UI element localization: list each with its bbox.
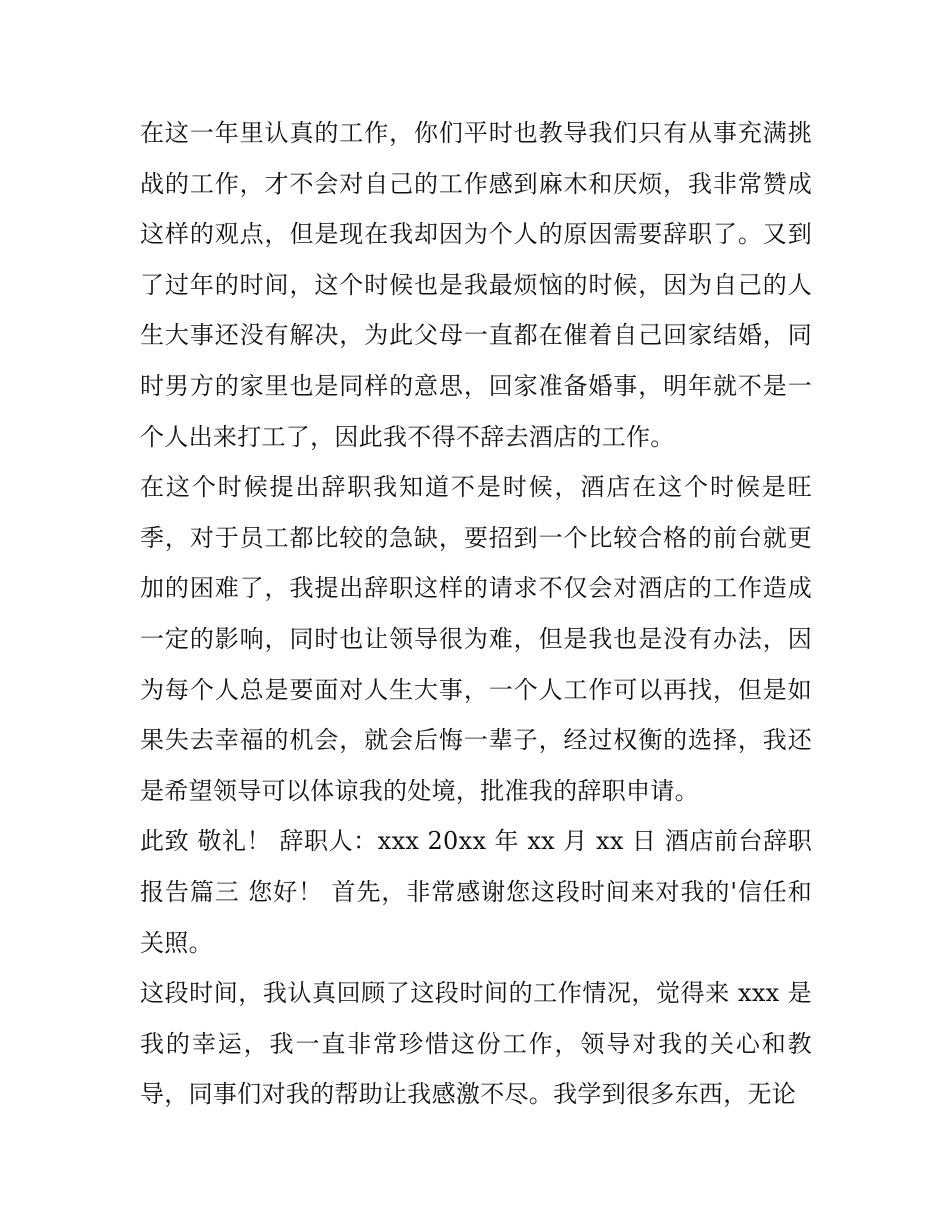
- document-page: [140, 108, 812, 1120]
- paragraph-peak-season: 在这个时候提出辞职我知道不是时候，酒店在这个时候是旺季，对于员工都比较的急缺，要招到一个比较合格的前台就更加的困难了，我提出辞职这样的请求不仅会对酒店的工作造成一定的影响，同时也让领导很为难，但是我也是没有办法，因为每个人总是要面对人生大事，一个人工作可以再找，但是如果失去幸福的机会，就会后悔一辈子，经过权衡的选择，我还是希望领导可以体谅我的处境，批准我的辞职申请。: [140, 473, 812, 805]
- paragraph-gratitude: 这段时间，我认真回顾了这段时间的工作情况，觉得来 xxx 是我的幸运，我一直非常珍惜这份工作，领导对我的关心和教导，同事们对我的帮助让我感激不尽。我学到很多东西，无论: [140, 979, 812, 1109]
- paragraph-resignation-reason: 在这一年里认真的工作，你们平时也教导我们只有从事充满挑战的工作，才不会对自己的工作感到麻木和厌烦，我非常赞成这样的观点，但是现在我却因为个人的原因需要辞职了。又到了过年的时间，这个时候也是我最烦恼的时候，因为自己的人生大事还没有解决，为此父母一直都在催着自己回家结婚，同时男方的家里也是同样的意思，回家准备婚事，明年就不是一个人出来打工了，因此我不得不辞去酒店的工作。: [140, 119, 812, 451]
- paragraph-closing-and-next-letter: 此致 敬礼！ 辞职人：xxx 20xx 年 xx 月 xx 日 酒店前台辞职报告篇三 您好！ 首先，非常感谢您这段时间来对我的'信任和关照。: [140, 827, 812, 957]
